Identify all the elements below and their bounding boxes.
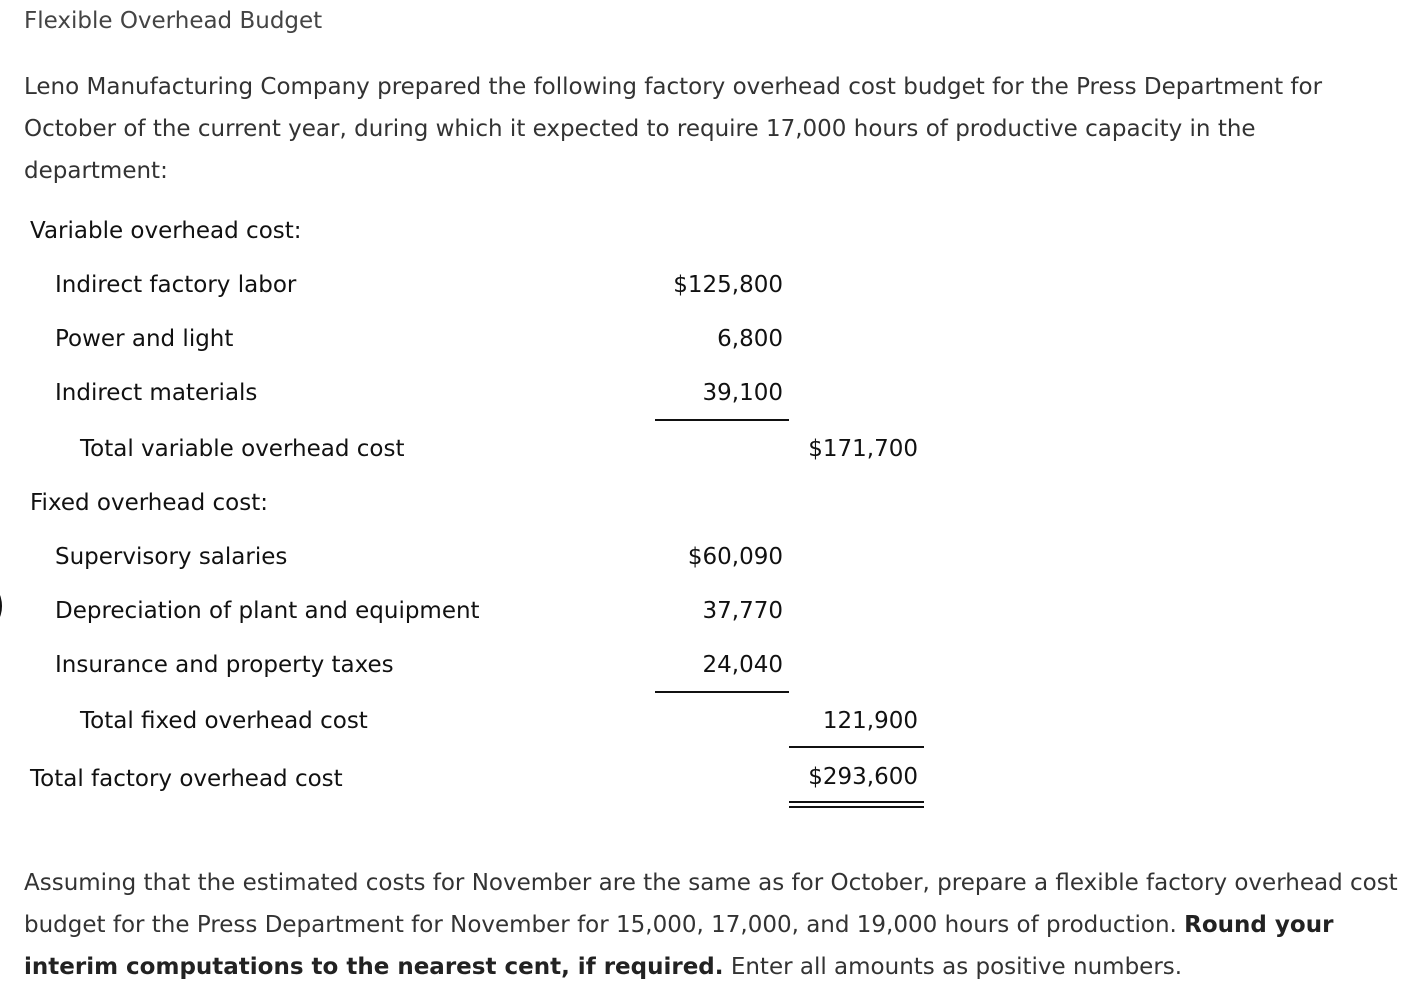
table-row: [0, 591, 1000, 631]
fixed-heading: Fixed overhead cost:: [30, 490, 268, 516]
line-item-amount: 37,770: [702, 598, 783, 624]
table-row: [0, 319, 1000, 359]
line-item-label: Depreciation of plant and equipment: [55, 598, 480, 624]
line-item-amount: 6,800: [717, 326, 783, 352]
line-item-label: Indirect factory labor: [55, 272, 297, 298]
table-row: [0, 373, 1000, 413]
subtotal-rule: [655, 691, 789, 693]
total-variable-label: Total variable overhead cost: [80, 436, 405, 462]
total-fixed-amount: 121,900: [822, 708, 918, 734]
double-rule-bottom: [789, 806, 924, 808]
line-item-label: Power and light: [55, 326, 234, 352]
total-factory-label: Total factory overhead cost: [30, 766, 343, 792]
total-fixed-row: [0, 701, 1000, 741]
table-row: [0, 645, 1000, 685]
variable-heading-row: [0, 211, 1000, 251]
total-variable-row: [0, 429, 1000, 469]
variable-heading: Variable overhead cost:: [30, 218, 302, 244]
instructions-bold-text: Round your interim computations to the nearest cent, if required.: [24, 912, 1334, 980]
total-factory-row: [0, 759, 1000, 799]
line-item-label: Supervisory salaries: [55, 544, 288, 570]
page-title: Flexible Overhead Budget: [24, 8, 323, 34]
line-item-amount: $60,090: [687, 544, 783, 570]
line-item-amount: $125,800: [673, 272, 783, 298]
line-item-amount: 24,040: [702, 652, 783, 678]
intro-paragraph: Leno Manufacturing Company prepared the following factory overhead cost budget for the Press Department for October of the current year, during which it expected to require 17,000 hours of productive capacity in the department:: [24, 74, 1323, 184]
table-row: [0, 265, 1000, 305]
line-item-label: Indirect materials: [55, 380, 258, 406]
fixed-heading-row: [0, 483, 1000, 523]
total-variable-amount: $171,700: [808, 436, 918, 462]
total-rule: [789, 746, 924, 748]
double-rule-top: [789, 801, 924, 803]
line-item-label: Insurance and property taxes: [55, 652, 394, 678]
instructions-text: Assuming that the estimated costs for November are the same as for October, prepare a flexible factory overhead cost budget for the Press Department for November for 15,000, 17,000, and 19,000 hours of production.: [24, 870, 1398, 938]
subtotal-rule: [655, 419, 789, 421]
total-fixed-label: Total fixed overhead cost: [80, 708, 368, 734]
instructions-paragraph: [24, 862, 1414, 988]
total-factory-amount: $293,600: [808, 764, 918, 790]
line-item-amount: 39,100: [702, 380, 783, 406]
table-row: [0, 537, 1000, 577]
instructions-text-end: Enter all amounts as positive numbers.: [723, 954, 1183, 980]
